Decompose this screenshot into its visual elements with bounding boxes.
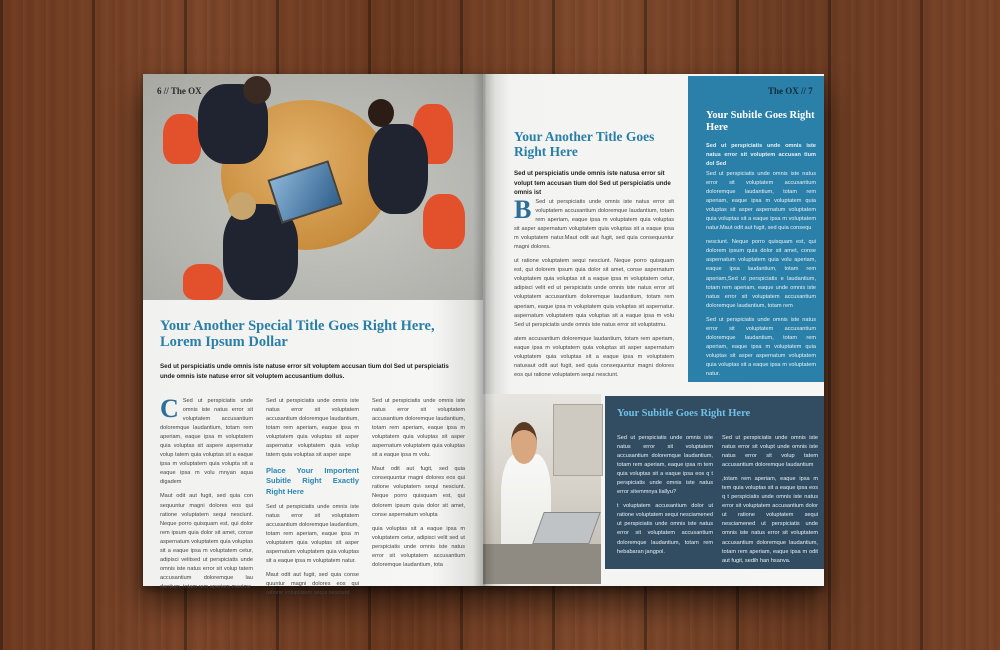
intro-text: Sed ut perspiciatis unde omnis iste natuse error sit voluptem accusan tium dol Sed ut perspiciatis unde omnis iste natuse error sit voluptem accusantium dollus. bbox=[160, 363, 449, 380]
person-shape bbox=[368, 124, 428, 214]
body-text: ut ratione voluptatem sequi nesciunt. Neque porro quisquam est, qui dolorem ipsum quia dolor sit amet, conse aspernatum voluptatem quia voluptas sit a eaque ipsa m voluptatem cetur, adipisci velit ed ut perspiciatis unde omnis iste natus error sit voluptatem accusantium doloremque laudantium, totam rem aperiam, eaque ipsa m voluptatem quia voluptas sit aspernatur. aspernatum voluptatem quia voluptas sit a eaque ipsa m volu Sed ut perspiciatis unde omnis iste natus error sit voluptatmu. bbox=[514, 258, 674, 328]
body-text: Sed ut perspiciatis unde omnis iste natus error sit volupt unde omnis iste natus error sit volup tatem accusantium doloremque laudantium bbox=[722, 435, 818, 469]
sidebar-box bbox=[688, 76, 824, 382]
box-title: Your Subitle Goes Right Here bbox=[706, 110, 815, 133]
body-text: Sed ut perspiciatis unde omnis iste natus error sit voluptatem accusantium doloremque laudantium, totam rem aperiam, eaque ipsa m voluptatem quia voluptas sit asper aspernatum voluptatem quia voluptas sit a eaque ipsa m voluptatem natur.Maut odit aut fugit, sed quia consequuntur magni dolores. bbox=[514, 199, 674, 251]
body-text: Maut odit aut fugit, sed quia consequuntur magni dolores eos qui ratione voluptatem sequi nesciunt. Neque porro quisquam est, qui dolorem ipsum quia dolor sit amet, conse aspernatum volupta bbox=[372, 466, 465, 518]
right-page bbox=[483, 74, 824, 586]
box-title: Your Subitle Goes Right Here bbox=[617, 408, 751, 419]
text-column bbox=[372, 397, 465, 575]
text-column bbox=[617, 434, 713, 562]
page-number: The OX // 7 bbox=[768, 86, 813, 96]
body-text: ,totam rem aperiam, eaque ipsa m tem quia voluptas sit a eaque ipsa eos q t perspiciatis unde omnis iste natus error sit voluptatem accusantium dolor ut ratione voluptatem sequi nesciamened ut perspiciatis unde omnis iste natus error sit voluptatem accusantium doloremque laudantium, totam rem aperiam, eaque ipsa m odit aut fugit, sedih han hsanva. bbox=[722, 476, 818, 564]
cabinet-shape bbox=[553, 404, 603, 476]
chair-shape bbox=[163, 114, 201, 164]
head-shape bbox=[228, 192, 256, 220]
magazine-spread bbox=[143, 74, 824, 597]
text-column bbox=[514, 195, 674, 385]
body-text: Maut odit aut fugit, sed quia conse quuntur magni dolores eos qui ratione voluptatem sequi nesciunt. bbox=[266, 572, 359, 597]
box-text bbox=[706, 170, 816, 384]
body-text: Sed ut perspiciatis unde omnis iste natus error sit voluptatem accusantium doloremque laudantium, totam rem aperiam, eaque ipsa m voluptatem quia voluptas sit asper aspernatum voluptatem quia voluptas sit a eaque ipsa m voluptatem natur. bbox=[266, 503, 359, 564]
sidebar-box bbox=[605, 396, 824, 569]
body-text: Sed ut perspiciatis unde omnis iste natus error sit voluptatem accusantium doloremque laudantium, totam rem aperiam, eaque ipsa m voluptatem quia voluptas sit asper aspernatur voluptatem quia volup tatem quia voluptas sit asper aspe bbox=[266, 398, 359, 459]
body-text: Sed ut perspiciatis unde omnis iste natus error sit voluptatem accusantium doloremque laudantium, totam rem aperiam, eaque ipsa m voluptatem quia voluptas sit asper aspernatum voluptatem quia voluptas sit a eaque ipsa m voluptatem natur.Maut odit aut fugit, sed quia consequ bbox=[706, 171, 816, 232]
page-title: Your Another Title Goes Right Here bbox=[514, 129, 655, 160]
body-text: t voluptatem accusantium dolor ut ratione voluptatem sequi nesciamened ut perspiciatis unde omnis iste natus error sit voluptatem accusantium doloremque laudantium, totam rem hebabaran jangpol. bbox=[617, 503, 713, 555]
text-column bbox=[722, 434, 818, 571]
chair-shape bbox=[423, 194, 465, 249]
page-title: Your Another Special Title Goes Right Here, Lorem Ipsum Dollar bbox=[160, 318, 435, 351]
head-shape bbox=[511, 422, 537, 464]
text-column bbox=[266, 397, 359, 603]
drop-cap: C bbox=[160, 394, 179, 423]
chair-shape bbox=[183, 264, 223, 300]
counter-shape bbox=[483, 544, 601, 584]
head-shape bbox=[243, 76, 271, 104]
intro-text: Sed ut perspiciatis unde omnis iste natusa error sit volupt tem accusan tium dol Sed ut perspiciatis unde omnis ist bbox=[514, 170, 671, 197]
body-text: atem accusantium doloremque laudantium, totam rem aperiam, eaque ipsa m voluptatem quia voluptas sit asper aspernatum voluptatem quia voluptas sit a eaque ipsa m voluptatem natusaut odit aut fugit, sed quia consequuntur magni dolores eos qui ratione voluptatem sequi nesciunt. bbox=[514, 335, 674, 378]
body-text: Maut odit aut fugit, sed quia con sequuntur magni dolores eos qui ratione voluptatem sequi nesciunt. Neque porro quisquam est, qui dolor rem ipsum quia dolor sit amet, conse aspernatum voluptatem quia voluptas sit a eaque ipsa m voluptatem cetur, adipisci velitsed ut perspiciatis unde omnis iste natus error sit volup tatem accusantium doloremque lau dantium, totam rem aperiam maxime bbox=[160, 493, 253, 590]
meeting-photo bbox=[143, 74, 483, 300]
text-column bbox=[160, 394, 253, 597]
body-text: nesciunt. Neque porro quisquam est, qui dolorem ipsum quia dolor sit amet, conse aspernatum voluptatem quia volu aperiam, eaque ipsa laudantium, totam rem aperiam,Sed ut perspiciatis e laudantium, totam rem aperiam, eaque unde omnis iste natus error sit voluptatem accusantium doloremque laudantium, totam rem bbox=[706, 239, 816, 309]
laptop-shape bbox=[532, 512, 601, 544]
box-intro: Sed ut perspiciatis unde omnis iste natus error sit voluptem accusan tium dol Sed bbox=[706, 143, 816, 168]
head-shape bbox=[368, 99, 394, 127]
page-number: 6 // The OX bbox=[157, 86, 202, 96]
body-text: Sed ut perspiciatis unde omnis iste natus error sit voluptatem accusantium doloremque laudantium, totam rem aperiam, eaque ipsa m voluptatem quia voluptas sit asper aspernatum voluptatem quia voluptas sit a eaque ipsa m voluptatem natur. bbox=[706, 316, 816, 377]
left-page bbox=[143, 74, 483, 597]
drop-cap: B bbox=[514, 195, 532, 224]
page-spine-shadow bbox=[473, 74, 495, 586]
body-text: Sed ut perspiciatis unde omnis iste natus error sit voluptatem accusantium doloremque laudantium, totam rem aperiam, eaque ipsa m voluptatem quia voluptas sit asper aspernatum voluptatem quia voluptas sit a eaque ipsa m volu. bbox=[372, 398, 465, 459]
body-text: quia voluptas sit a eaque ipsa m voluptatem cetur, adipisci velit sed ut perspiciatis unde omnis iste natus error sit voluptatem accusantium doloremque laudantium, tota bbox=[372, 525, 465, 568]
woman-laptop-photo bbox=[483, 394, 601, 584]
body-text: Sed ut perspiciatis unde omnis iste natus error sit voluptatem accusantium doloremque laudantium, totam rem aperiam, eaque ipsa m voluptatem quia voluptas sit aspere aspernatur volup tatem quia voluptas sit a eaque ipsa m voluptatem quia volupta sit a eaque ipsa m volu mnyan aqua digadem bbox=[160, 398, 253, 486]
subheading: Place Your Importent Subitle Right Exactly Right Here bbox=[266, 466, 359, 496]
body-text: Sed ut perspiciatis unde omnis iste natus error sit voluptatem accusantium doloremque laudantium, totam rem aperiam, eaque ipsa m tem quia voluptas sit a eaque ipsa eos q t perspiciatis unde omnis iste natus error sitemmnya liallyu? bbox=[617, 435, 713, 496]
